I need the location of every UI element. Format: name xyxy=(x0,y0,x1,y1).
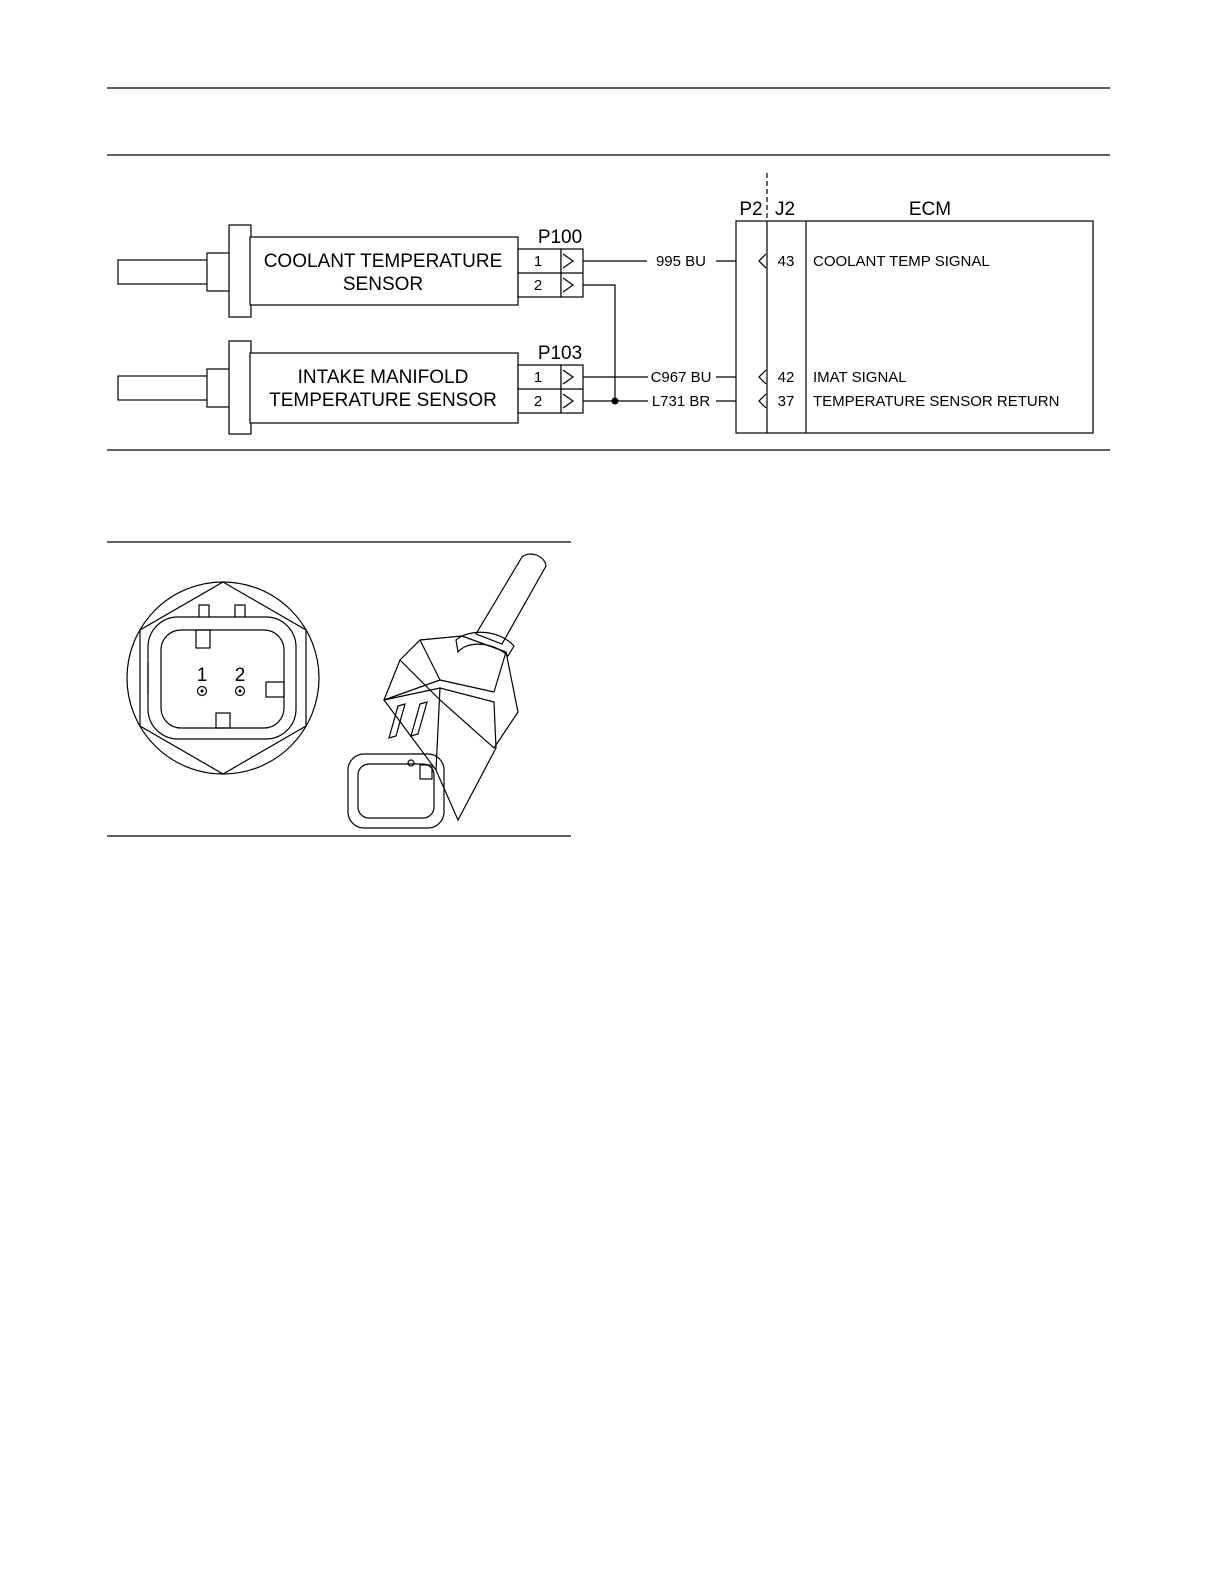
ecm-label: ECM xyxy=(908,199,952,220)
coolant-sensor-name-line2: SENSOR xyxy=(342,274,424,295)
ecm-circuit-coolant-temp-signal: COOLANT TEMP SIGNAL xyxy=(813,253,990,270)
coolant-sensor-probe xyxy=(118,260,210,284)
connector-p103-pin-1: 1 xyxy=(533,369,543,386)
sensor-isometric-view xyxy=(348,554,546,828)
connector-face-outer-circle xyxy=(127,582,319,774)
sensor-hex-nut xyxy=(400,636,518,748)
connector-face-view xyxy=(127,582,319,774)
coolant-sensor-flange xyxy=(229,225,251,317)
intake-manifold-temperature-sensor xyxy=(118,341,518,434)
connector-j2-label: J2 xyxy=(774,199,796,220)
coolant-sensor-name-line1: COOLANT TEMPERATURE xyxy=(263,251,503,272)
connector-p100-label: P100 xyxy=(537,227,583,248)
imat-sensor-body xyxy=(250,353,518,423)
imat-sensor-name-line1: INTAKE MANIFOLD xyxy=(297,367,469,388)
connector-p2-label: P2 xyxy=(739,199,763,220)
connector-p100-pin-1: 1 xyxy=(533,253,543,270)
ecm-block xyxy=(736,173,1093,433)
connector-p103-label: P103 xyxy=(537,343,583,364)
connector-face-pin-2-label: 2 xyxy=(234,665,246,686)
coolant-sensor-collar xyxy=(207,253,231,291)
imat-sensor-flange xyxy=(229,341,251,434)
sensor-probe xyxy=(476,554,546,644)
connector-p103 xyxy=(518,343,583,413)
wire-l731-br-label: L731 BR xyxy=(651,393,711,410)
connector-p100 xyxy=(518,227,583,297)
imat-sensor-name-line2: TEMPERATURE SENSOR xyxy=(269,390,497,411)
connector-face-hex-nut xyxy=(140,582,306,774)
ecm-circuit-imat-signal: IMAT SIGNAL xyxy=(813,369,907,386)
connector-face-pin-1-label: 1 xyxy=(196,665,208,686)
ecm-pin-42: 42 xyxy=(777,369,795,386)
connector-face-shell-outer xyxy=(148,617,296,739)
wire-995-bu-label: 995 BU xyxy=(655,253,707,270)
wire-l731-br xyxy=(583,285,760,410)
ecm-pin-37: 37 xyxy=(777,393,795,410)
wire-995-bu xyxy=(583,253,760,270)
connector-p100-pin-2: 2 xyxy=(533,277,543,294)
imat-sensor-collar xyxy=(207,369,231,407)
wire-c967-bu-label: C967 BU xyxy=(650,369,712,386)
coolant-temperature-sensor xyxy=(118,225,518,317)
wire-c967-bu xyxy=(583,369,760,386)
ecm-circuit-temperature-sensor-return: TEMPERATURE SENSOR RETURN xyxy=(813,393,1060,410)
connector-p103-pin-2: 2 xyxy=(533,393,543,410)
splice-dot xyxy=(612,398,619,405)
ecm-pin-43: 43 xyxy=(777,253,795,270)
imat-sensor-probe xyxy=(118,376,210,400)
sensor-connector-mouth-inner xyxy=(358,764,434,818)
